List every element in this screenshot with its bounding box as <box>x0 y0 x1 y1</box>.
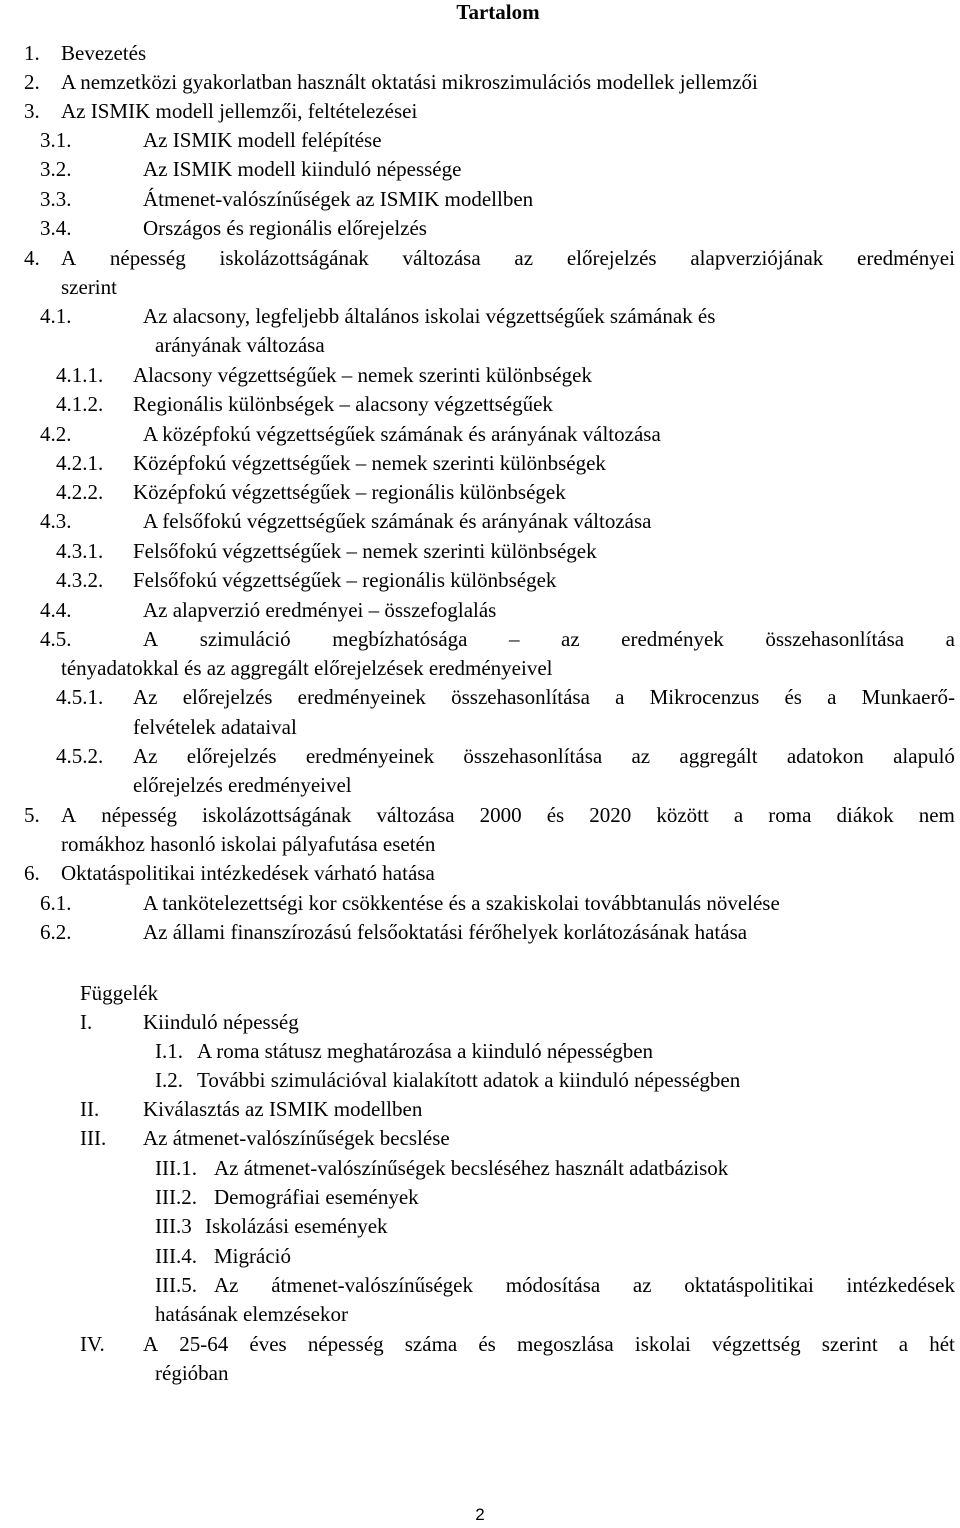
title-word: eredmények <box>621 627 724 651</box>
title-word: Az <box>133 744 158 768</box>
appendix-entry-number: III.4. <box>155 1244 197 1268</box>
page-number: 2 <box>475 1505 485 1524</box>
title-word: átmenet-valószínűségek <box>271 1273 473 1297</box>
toc-entry-number: 4.3.1. <box>56 539 104 563</box>
toc-entry-title: Bevezetés <box>61 41 147 65</box>
title-word: adatokon <box>786 744 864 768</box>
title-word: Mikrocenzus <box>649 685 760 709</box>
title-word: előrejelzés <box>186 744 277 768</box>
toc-entry-number: 4.1.1. <box>56 363 104 387</box>
toc-entry-title <box>61 803 955 827</box>
title-word: az <box>514 246 534 270</box>
title-word: iskolai <box>634 1332 691 1356</box>
toc-entry-title: Felsőfokú végzettségűek – regionális különbségek <box>133 568 557 592</box>
title-word: a <box>733 803 744 827</box>
appendix-entry-title <box>143 1332 955 1356</box>
toc-entry-number: 4.2. <box>40 422 72 446</box>
toc-entry-title: Az ISMIK modell kiinduló népessége <box>143 157 462 181</box>
title-word: előrejelzés <box>566 246 657 270</box>
appendix-entry-title: Az átmenet-valószínűségek becsléséhez használt adatbázisok <box>214 1156 729 1180</box>
appendix-entry-title: A roma státusz meghatározása a kiinduló népességben <box>197 1039 654 1063</box>
toc-entry-number: 4. <box>24 246 40 270</box>
toc-entry-title <box>133 744 955 768</box>
toc-entry-title: A nemzetközi gyakorlatban használt oktatási mikroszimulációs modellek jellemzői <box>61 70 758 94</box>
toc-entry-number: 4.5. <box>40 627 72 651</box>
toc-entry-number: 4.3.2. <box>56 568 104 592</box>
title-word: összehasonlítása <box>451 685 590 709</box>
toc-entry-title: Az ISMIK modell jellemzői, feltételezései <box>61 99 418 123</box>
toc-entry-title: Középfokú végzettségűek – regionális különbségek <box>133 480 566 504</box>
title-word: szerint <box>821 1332 878 1356</box>
toc-entry-number: 4.5.1. <box>56 685 104 709</box>
title-word: A <box>143 1332 159 1356</box>
title-word: módosítása <box>505 1273 601 1297</box>
appendix-entry-number: III. <box>80 1126 107 1150</box>
toc-entry-number: 4.5.2. <box>56 744 104 768</box>
appendix-entry-title: Kiinduló népesség <box>143 1010 299 1034</box>
appendix-entry-number: II. <box>80 1097 100 1121</box>
title-word: az <box>561 627 580 651</box>
appendix-entry-title: Kiválasztás az ISMIK modellben <box>143 1097 423 1121</box>
toc-entry-title-continued: szerint <box>61 275 117 299</box>
toc-entry-title: Országos és regionális előrejelzés <box>143 216 427 240</box>
page-title: Tartalom <box>456 0 540 24</box>
toc-entry-number: 2. <box>24 70 40 94</box>
appendix-entry-number: I. <box>80 1010 93 1034</box>
title-word: összehasonlítása <box>765 627 905 651</box>
appendix-entry-title: Iskolázási események <box>205 1214 388 1238</box>
title-word: eredményeinek <box>305 744 435 768</box>
title-word: között <box>656 803 709 827</box>
toc-entry-number: 4.2.2. <box>56 480 104 504</box>
toc-entry-number: 5. <box>24 803 40 827</box>
toc-entry-number: 6. <box>24 861 40 885</box>
title-word: és <box>478 1332 496 1356</box>
title-word: 25-64 <box>179 1332 229 1356</box>
toc-entry-number: 3.1. <box>40 128 72 152</box>
toc-entry-title-continued: romákhoz hasonló iskolai pályafutása esetén <box>61 832 436 856</box>
toc-entry-title: Átmenet-valószínűségek az ISMIK modellben <box>143 187 534 211</box>
appendix-entry-number: IV. <box>80 1332 105 1356</box>
toc-entry-title: Regionális különbségek – alacsony végzettségűek <box>133 392 553 416</box>
toc-entry-number: 6.2. <box>40 920 72 944</box>
title-word: az <box>631 744 651 768</box>
toc-entry-title: Az alapverzió eredményei – összefoglalás <box>143 598 497 622</box>
title-word: iskolázottságának <box>202 803 352 827</box>
appendix-entry-title: Az átmenet-valószínűségek becslése <box>143 1126 450 1150</box>
title-word: száma <box>404 1332 458 1356</box>
toc-entry-number: 3.4. <box>40 216 72 240</box>
title-word: aggregált <box>679 744 758 768</box>
appendix-entry-title: Migráció <box>214 1244 291 1268</box>
toc-entry-number: 4.3. <box>40 509 72 533</box>
title-word: végzettség <box>711 1332 801 1356</box>
title-word: diákok <box>836 803 894 827</box>
toc-entry-title: Az ISMIK modell felépítése <box>143 128 382 152</box>
title-word: népesség <box>307 1332 384 1356</box>
title-word: a <box>827 685 837 709</box>
appendix-entry-title <box>214 1273 955 1297</box>
title-word: eredményeinek <box>297 685 426 709</box>
title-word: és <box>546 803 565 827</box>
title-word: 2020 <box>589 803 632 827</box>
toc-entry-title: Felsőfokú végzettségűek – nemek szerinti különbségek <box>133 539 597 563</box>
appendix-entry-number: I.2. <box>155 1068 183 1092</box>
title-word: népesség <box>101 803 178 827</box>
title-word: szimuláció <box>199 627 291 651</box>
toc-entry-title: A felsőfokú végzettségűek számának és arányának változása <box>143 509 652 533</box>
title-word: összehasonlítása <box>463 744 603 768</box>
title-word: és <box>784 685 802 709</box>
title-word: alapuló <box>893 744 955 768</box>
toc-entry-title-continued: előrejelzés eredményeivel <box>133 773 352 797</box>
toc-entry-number: 3.3. <box>40 187 72 211</box>
title-word: az <box>632 1273 652 1297</box>
title-word: előrejelzés <box>182 685 273 709</box>
toc-entry-number: 3.2. <box>40 157 72 181</box>
appendix-entry-number: III.5. <box>155 1273 197 1297</box>
title-word: nem <box>918 803 955 827</box>
toc-entry-number: 4.1. <box>40 304 72 328</box>
toc-entry-title <box>143 627 955 651</box>
title-word: roma <box>768 803 812 827</box>
toc-entry-title-continued: felvételek adataival <box>133 715 297 739</box>
toc-entry-title: Az alacsony, legfeljebb általános iskolai végzettségűek számának és <box>143 304 716 328</box>
title-word: éves <box>249 1332 287 1356</box>
toc-entry-number: 6.1. <box>40 891 72 915</box>
toc-entry-title: A tankötelezettségi kor csökkentése és a szakiskolai továbbtanulás növelése <box>143 891 780 915</box>
toc-entry-title: Alacsony végzettségűek – nemek szerinti különbségek <box>133 363 592 387</box>
toc-entry-title: Középfokú végzettségűek – nemek szerinti különbségek <box>133 451 606 475</box>
appendix-heading: Függelék <box>80 981 159 1005</box>
appendix-entry-number: III.1. <box>155 1156 197 1180</box>
appendix-entry-title-continued: hatásának elemzésekor <box>155 1302 348 1326</box>
title-word: hét <box>929 1332 955 1356</box>
title-word: 2000 <box>479 803 522 827</box>
appendix-entry-title: További szimulációval kialakított adatok a kiinduló népességben <box>197 1068 741 1092</box>
title-word: alapverziójának <box>690 246 824 270</box>
title-word: változása <box>402 246 481 270</box>
title-word: Az <box>133 685 158 709</box>
title-word: a <box>615 685 625 709</box>
title-word: A <box>61 803 77 827</box>
title-word: a <box>945 627 955 651</box>
title-word: oktatáspolitikai <box>684 1273 814 1297</box>
toc-entry-number: 4.1.2. <box>56 392 104 416</box>
title-word: A <box>143 627 159 651</box>
title-word: megoszlása <box>516 1332 614 1356</box>
toc-entry-number: 4.2.1. <box>56 451 104 475</box>
title-word: – <box>508 627 520 651</box>
toc-entry-title <box>133 685 955 709</box>
appendix-entry-number: III.2. <box>155 1185 197 1209</box>
toc-entry-number: 4.4. <box>40 598 72 622</box>
title-word: iskolázottságának <box>219 246 369 270</box>
toc-entry-title: A középfokú végzettségűek számának és arányának változása <box>143 422 661 446</box>
title-word: A <box>61 246 77 270</box>
toc-entry-title <box>61 246 955 270</box>
toc-entry-title: Az állami finanszírozású felsőoktatási férőhelyek korlátozásának hatása <box>143 920 748 944</box>
toc-entry-number: 1. <box>24 41 40 65</box>
title-word: megbízhatósága <box>332 627 468 651</box>
title-word: változása <box>376 803 455 827</box>
title-word: intézkedések <box>846 1273 955 1297</box>
appendix-entry-number: I.1. <box>155 1039 183 1063</box>
appendix-entry-number: III.3 <box>155 1214 192 1238</box>
title-word: Az <box>214 1273 239 1297</box>
toc-entry-number: 3. <box>24 99 40 123</box>
title-word: a <box>898 1332 909 1356</box>
appendix-entry-title: Demográfiai események <box>214 1185 419 1209</box>
toc-entry-title: Oktatáspolitikai intézkedések várható hatása <box>61 861 435 885</box>
appendix-entry-title-continued: régióban <box>155 1361 229 1385</box>
toc-entry-title-continued: tényadatokkal és az aggregált előrejelzések eredményeivel <box>61 656 553 680</box>
toc-entry-title-continued: arányának változása <box>155 333 325 357</box>
title-word: Munkaerő- <box>861 685 955 709</box>
title-word: eredményei <box>857 246 955 270</box>
title-word: népesség <box>109 246 186 270</box>
